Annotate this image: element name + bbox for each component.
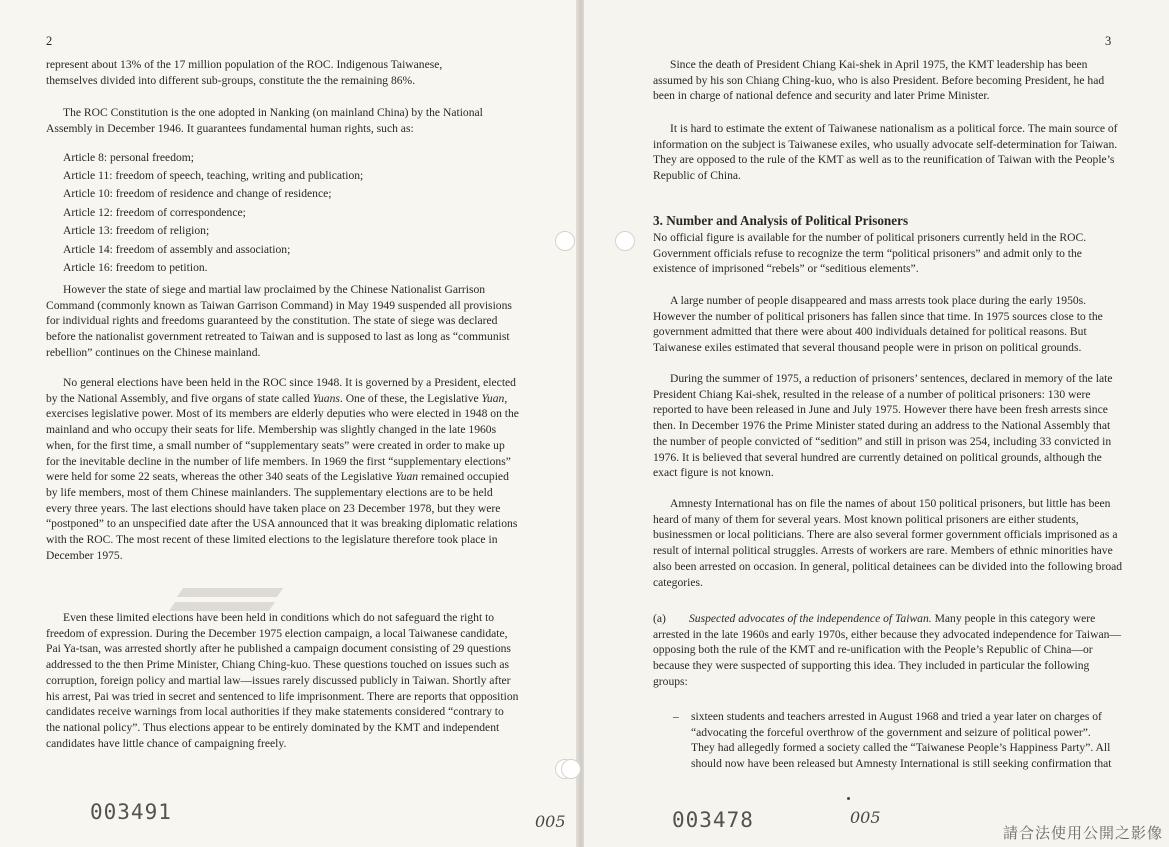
term-yuans: Yuans: [312, 391, 340, 405]
binder-hole: [561, 759, 581, 779]
article-11: Article 11: freedom of speech, teaching, writing and publication;: [63, 169, 364, 182]
term-yuan-2: Yuan: [395, 470, 419, 484]
paragraph-death-of-president: Since the death of President Chiang Kai-shek in April 1975, the KMT leadership has been assumed by his son Chiang Ching-kuo, who is also President. Before becoming President, he had been in charge of national defence and security and later Prime Minister.: [653, 58, 1105, 103]
paragraph-summer-1975: During the summer of 1975, a reduction of prisoners’ sentences, declared in memory of the late President Chiang Kai-shek, resulted in the release of a number of political prisoners: 130 were reported to have been released in June and July 1975. However there have been fresh arrests since then. In December 1976 the Prime Minister stated during an address to the National Assembly that the number of people convicted of “sedition” and still in prison was 254, including 33 convicted in 1976. It is believed that several hundred are currently detained on political grounds, although the exact figure is not known.: [653, 372, 1113, 480]
scan-artifact: [177, 588, 283, 597]
term-yuan: Yuan: [481, 391, 505, 405]
paragraph-siege: However the state of siege and martial law proclaimed by the Chinese Nationalist Garrison Command (commonly known as Taiwan Garrison Command) in May 1949 suspended all provisions for individual rights and freedoms guaranteed by the constitution. The state of siege was declared before the nationalist government retreated to Taiwan and is supposed to last as long as “communist rebellion” continues on the Chinese mainland.: [46, 283, 512, 359]
category-a-label: (a): [653, 612, 666, 625]
elections-text-3: , exercises legislative power. Most of its members are elderly deputies who were elected in 1948 on the mainland and who occupy their seats for life. Membership was slightly changed in the late 1960s when, for the first time, a small number of “supplementary seats” were created in order to make up for the inevitable decline in the number of life members. In 1969 the first “supplementary elections” were held for some 22 seats, whereas the other 340 seats of the Legislative: [46, 391, 519, 484]
paragraph-no-official-figure: No official figure is available for the number of political prisoners currently held in the ROC. Government officials refuse to recognize the term “political prisoners” and admit only to the existence of imprisoned “rebels” or “seditious elements”.: [653, 231, 1087, 276]
article-12: Article 12: freedom of correspondence;: [63, 206, 246, 219]
bullet-dash: –: [673, 710, 679, 723]
category-a: [653, 611, 1123, 690]
category-a-title: Suspected advocates of the independence of Taiwan.: [689, 612, 932, 625]
paragraph-limited-elections: Even these limited elections have been held in conditions which do not safeguard the right to freedom of expression. During the December 1975 election campaign, a local Taiwanese candidate, Pai Ya-tsan, was arrested shortly after he published a campaign document consisting of 29 questions addressed to the then Prime Minister, Chiang Ching-kuo. These questions touched on issues such as corruption, foreign policy and martial law—issues rarely discussed publicly in Taiwan. Shortly after his arrest, Pai was tried in secret and sentenced to life imprisonment. There are reports that opposition candidates receive warnings from local authorities if they make statements considered “contrary to the national policy”. Thus elections appear to be entirely dominated by the KMT and independent candidates have little chance of campaigning freely.: [46, 611, 519, 750]
archive-stamp-number: 003478: [672, 808, 754, 832]
handwritten-number: 005: [535, 812, 566, 831]
binder-hole: [615, 231, 635, 251]
article-16: Article 16: freedom to petition.: [63, 261, 208, 274]
speck: [847, 797, 850, 800]
article-13: Article 13: freedom of religion;: [63, 224, 210, 237]
binder-hole: [555, 231, 575, 251]
article-8: Article 8: personal freedom;: [63, 151, 195, 164]
paragraph-nationalism: It is hard to estimate the extent of Taiwanese nationalism as a political force. The main source of information on the subject is Taiwanese exiles, who usually advocate self-determination for Taiwan. They are opposed to the rule of the KMT as well as to the reunification of Taiwan with the People’s Republic of China.: [653, 122, 1118, 183]
page-number: 3: [1105, 34, 1112, 48]
page-number: 2: [46, 34, 53, 48]
paragraph-constitution: The ROC Constitution is the one adopted in Nanking (on mainland China) by the National Assembly in December 1946. It guarantees fundamental human rights, such as:: [46, 106, 483, 135]
archive-stamp-number: 003491: [90, 800, 172, 824]
bullet-text: sixteen students and teachers arrested in August 1968 and tried a year later on charges of “advocating the forceful overthrow of the government and seizure of political power”. They had allegedly formed a society called the “Taiwanese People’s Happiness Party”. All should now have been released but Amnesty International is still seeking confirmation that: [691, 710, 1112, 771]
article-14: Article 14: freedom of assembly and association;: [63, 243, 291, 256]
elections-text-4: remained occupied by life members, most of them Chinese mainlanders. The supplementary elections are to be held every three years. The last elections should have taken place on 23 December 1978, but they were “postponed” to an unspecified date after the USA announced that it was breaking diplomatic relations with the ROC. The most recent of these limited elections to the legislature therefore took place in December 1975.: [46, 470, 518, 562]
bullet-item: [673, 709, 1113, 772]
right-page: [584, 0, 1169, 847]
category-a-body: Many people in this category were arrested in the late 1960s and early 1970s, either because they advocated independence for Taiwan—opposing both the rule of the KMT and re-unification with the People’s Republic of China—or because they were suspected of supporting this idea. They included in particular the following groups:: [653, 612, 1122, 688]
paragraph-intro: represent about 13% of the 17 million population of the ROC. Indigenous Taiwanese, themselves divided into different sub-groups, constitute the the remaining 86%.: [46, 58, 443, 87]
section-heading: 3. Number and Analysis of Political Prisoners: [653, 213, 909, 228]
elections-text-1: No general elections have been held in the ROC since 1948. It is governed by a President, elected by the National Assembly, and five organs of state called: [46, 376, 516, 405]
handwritten-number: 005: [850, 808, 881, 827]
left-page: [0, 0, 578, 847]
usage-watermark: 請合法使用公開之影像: [1002, 824, 1163, 842]
article-10: Article 10: freedom of residence and change of residence;: [63, 187, 332, 200]
paragraph-elections: [46, 375, 520, 563]
elections-text-2: . One of these, the Legislative: [339, 391, 482, 405]
paragraph-amnesty-file: Amnesty International has on file the names of about 150 political prisoners, but little has been heard of many of them for several years. Most known political prisoners are either students, businessmen or local politicians. There are also several former government officials imprisoned as a result of internal political struggles. Arrests of workers are rare. Members of ethnic minorities have also been arrested on occasion. In general, political detainees can be divided into the following broad categories.: [653, 497, 1123, 589]
paragraph-disappeared: A large number of people disappeared and mass arrests took place during the early 1950s. However the number of political prisoners has fallen since that time. In 1975 sources close to the government admitted that there were about 400 individuals detained for political reasons. But Taiwanese exiles estimated that several thousand people were in prison on political grounds.: [653, 294, 1103, 355]
